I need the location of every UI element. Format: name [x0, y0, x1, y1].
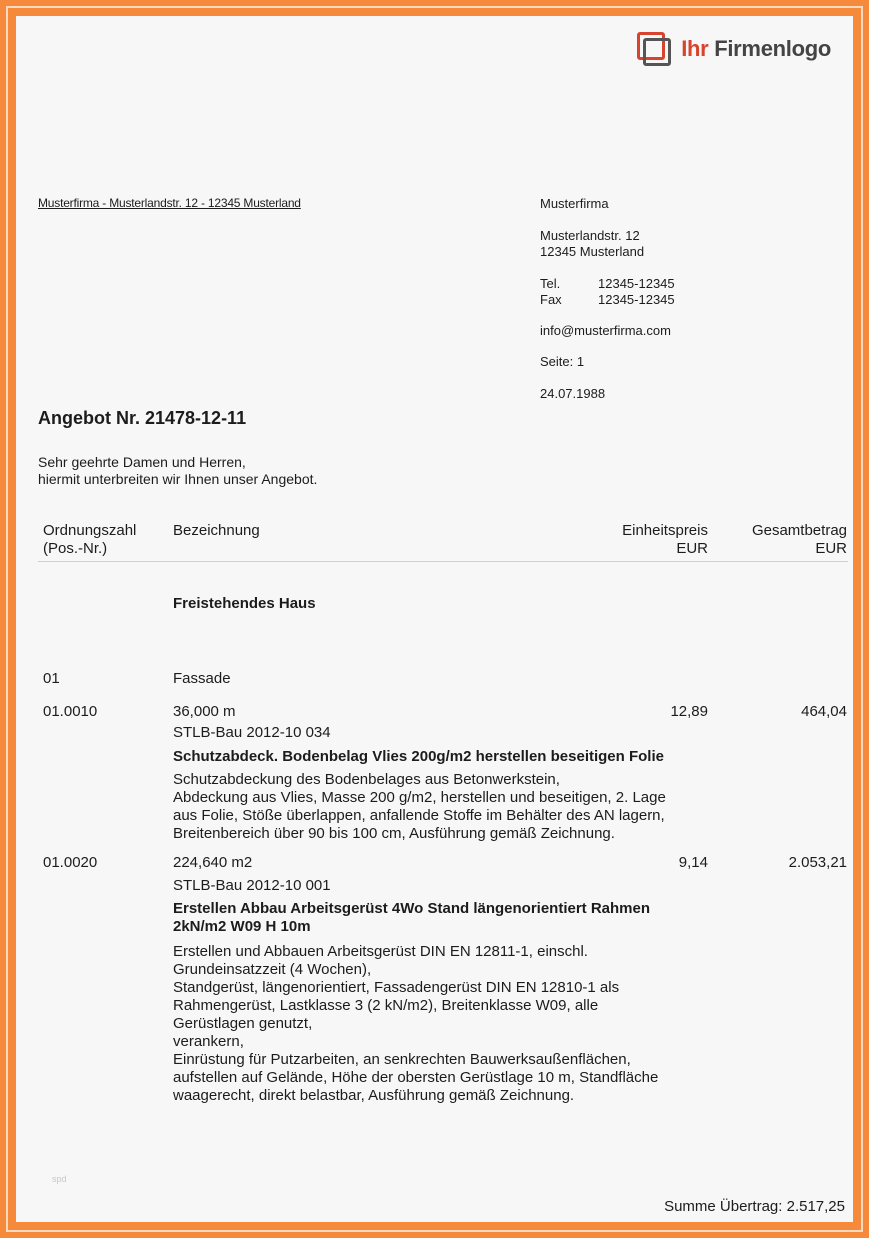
section-title: Freistehendes Haus: [173, 595, 316, 612]
item-2-long-line: Erstellen und Abbauen Arbeitsgerüst DIN EN 12811-1, einschl.: [173, 943, 588, 960]
page-number: Seite: 1: [540, 354, 585, 369]
fax-label: Fax: [540, 292, 562, 307]
header-total-line-1: Gesamtbetrag: [751, 522, 847, 539]
company-email: info@musterfirma.com: [540, 323, 671, 338]
item-2-unit-price: 9,14: [678, 854, 708, 871]
fax-value: 12345-12345: [598, 292, 675, 307]
item-2-long-line: Gerüstlagen genutzt,: [173, 1015, 313, 1032]
item-1-unit-price: 12,89: [670, 703, 708, 720]
document-page: [16, 16, 853, 1222]
item-2-long-line: waagerecht, direkt belastbar, Ausführung gemäß Zeichnung.: [173, 1087, 575, 1104]
watermark: spd: [52, 1174, 67, 1184]
logo-name: Firmenlogo: [714, 36, 831, 61]
item-1-stlb: STLB-Bau 2012-10 034: [173, 724, 331, 741]
logo-text: [681, 36, 831, 62]
greeting-line-2: hiermit unterbreiten wir Ihnen unser Angebot.: [38, 471, 318, 487]
company-fax: [540, 292, 675, 308]
header-description: Bezeichnung: [173, 522, 260, 539]
item-2-short-line: Erstellen Abbau Arbeitsgerüst 4Wo Stand längenorientiert Rahmen: [173, 900, 651, 917]
company-street: Musterlandstr. 12: [540, 228, 640, 243]
group-name: Fassade: [173, 670, 231, 687]
item-2-long-line: verankern,: [173, 1033, 244, 1050]
item-1-total: 464,04: [801, 703, 847, 720]
item-2-long-text: [173, 943, 658, 1105]
tel-value: 12345-12345: [598, 276, 675, 291]
item-1-quantity: 36,000 m: [173, 703, 236, 720]
carry-over-sum: Summe Übertrag: 2.517,25: [664, 1198, 845, 1215]
item-1-long-line: Abdeckung aus Vlies, Masse 200 g/m2, herstellen und beseitigen, 2. Lage: [173, 789, 666, 806]
header-divider: [38, 561, 848, 562]
header-total: [752, 522, 847, 558]
header-total-line-2: EUR: [815, 540, 847, 557]
company-city: 12345 Musterland: [540, 244, 645, 259]
item-2-quantity: 224,640 m2: [173, 854, 253, 871]
item-2-short-line: 2kN/m2 W09 H 10m: [173, 918, 311, 935]
header-pos-line-2: (Pos.-Nr.): [43, 540, 108, 557]
item-1-long-line: aus Folie, Stöße überlappen, anfallende Stoffe im Behälter des AN lagern,: [173, 807, 665, 824]
header-pos: [43, 522, 136, 558]
item-1-long-text: [173, 771, 666, 843]
logo-highlight: Ihr: [681, 36, 709, 61]
company-name: Musterfirma: [540, 196, 609, 211]
sender-line: Musterfirma - Musterlandstr. 12 - 12345 Musterland: [38, 196, 301, 210]
greeting-line-1: Sehr geehrte Damen und Herren,: [38, 454, 246, 470]
header-pos-line-1: Ordnungszahl: [43, 522, 137, 539]
item-2-long-line: Einrüstung für Putzarbeiten, an senkrechten Bauwerksaußenflächen,: [173, 1051, 631, 1068]
item-2-total: 2.053,21: [788, 854, 847, 871]
header-unit-price: [622, 522, 708, 558]
item-2-long-line: Grundeinsatzzeit (4 Wochen),: [173, 961, 372, 978]
tel-label: Tel.: [540, 276, 561, 291]
document-date: 24.07.1988: [540, 386, 606, 401]
greeting: [38, 454, 317, 488]
item-2-pos: 01.0020: [43, 854, 98, 871]
item-1-long-line: Breitenbereich über 90 bis 100 cm, Ausführung gemäß Zeichnung.: [173, 825, 615, 842]
item-1-long-line: Schutzabdeckung des Bodenbelages aus Betonwerkstein,: [173, 771, 560, 788]
item-1-pos: 01.0010: [43, 703, 98, 720]
item-2-long-line: aufstellen auf Gelände, Höhe der obersten Gerüstlage 10 m, Standfläche: [173, 1069, 659, 1086]
group-number: 01: [43, 670, 60, 687]
item-2-long-line: Rahmengerüst, Lastklasse 3 (2 kN/m2), Breitenklasse W09, alle: [173, 997, 599, 1014]
company-tel: [540, 276, 675, 292]
logo-squares-icon: [635, 30, 673, 68]
item-2-stlb: STLB-Bau 2012-10 001: [173, 877, 331, 894]
item-2-short-text: [173, 900, 650, 936]
header-unit-price-line-2: EUR: [676, 540, 708, 557]
company-logo: [635, 30, 831, 68]
offer-title: Angebot Nr. 21478-12-11: [38, 408, 247, 428]
item-1-short-text: Schutzabdeck. Bodenbelag Vlies 200g/m2 herstellen beseitigen Folie: [173, 748, 664, 765]
item-2-long-line: Standgerüst, längenorientiert, Fassadengerüst DIN EN 12810-1 als: [173, 979, 620, 996]
header-unit-price-line-1: Einheitspreis: [622, 522, 708, 539]
